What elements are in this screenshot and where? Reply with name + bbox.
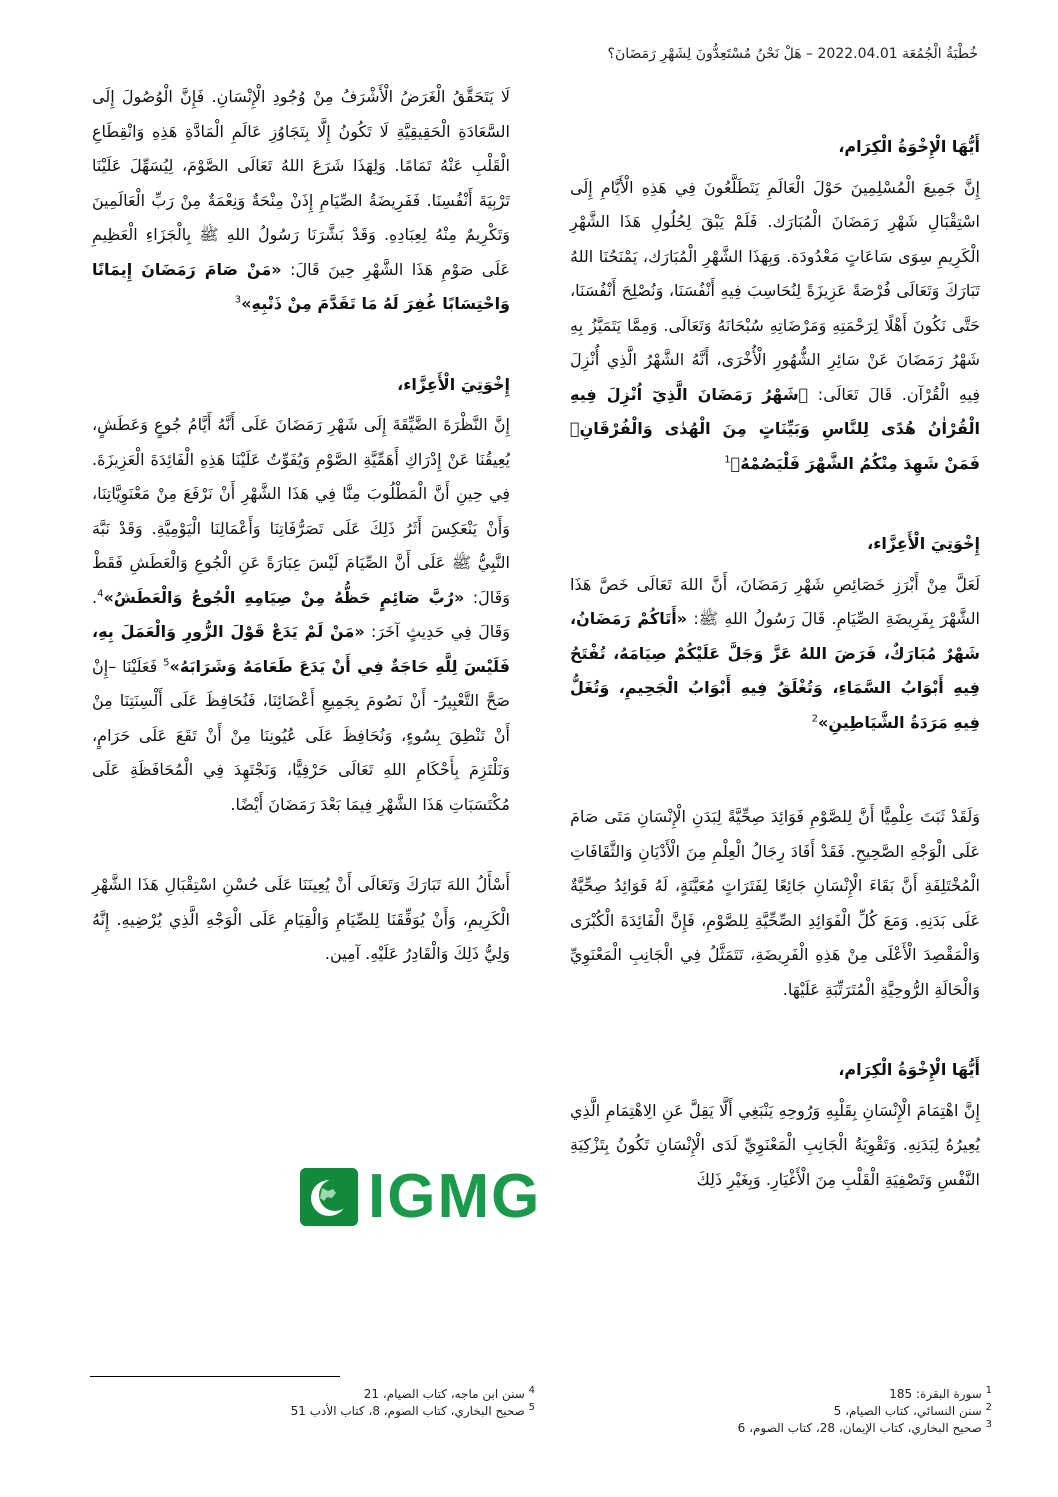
hadith-quote: «رُبَّ صَائِمٍ حَظُّهُ مِنْ صِيَامِهِ الْجُوعُ وَالْعَطَشُ» bbox=[103, 587, 465, 607]
body-text: لَا يَتَحَقَّقُ الْغَرَضُ الْأَشْرَفُ مِنْ وُجُودِ الْإِنْسَانِ. فَإِنَّ الْوُصُولَ إِلَى السَّعَادَةِ الْحَقِيقِيَّةِ لَا تَكُونُ إِلَّا بِتَجَاوُزِ عَالَمِ الْمَادَّةِ هَذِهِ وَانْقِطَاعِ الْقَلْبِ عَنْهُ تَمَامًا. وَلِهَذَا شَرَعَ اللهُ تَعَالَى الصَّوْمَ، لِيُسَهِّلَ عَلَيْنَا تَرْبِيَةَ أَنْفُسِنَا. فَفَرِيضَةُ الصِّيَامِ إِذَنْ مِنْحَةٌ وَنِعْمَةٌ مِنْ رَبِّ الْعَالَمِينَ وَتَكْرِيمٌ مِنْهُ لِعِبَادِهِ. وَقَدْ بَشَّرَنَا رَسُولُ اللهِ ﷺ بِالْجَزَاءِ الْعَظِيمِ عَلَى صَوْمِ هَذَا الشَّهْرِ حِينَ قَالَ: bbox=[92, 87, 510, 279]
footnote: $^1$ سورة البقرة: 185 bbox=[889, 1385, 992, 1401]
paragraph bbox=[570, 568, 980, 741]
logo-text: IGMG bbox=[368, 1162, 542, 1231]
footnote-ref: 1 bbox=[724, 454, 731, 466]
quran-quote: ﴿شَهْرُ رَمَضَانَ الَّذِيٓ اُنْزِلَ فِيهِ الْقُرْاٰنُ هُدًى لِلنَّاسِ وَبَيِّنَاتٍ مِنَ الْهُدٰى وَالْفُرْقَانِۚ فَمَنْ شَهِدَ مِنْكُمُ الشَّهْرَ فَلْيَصُمْهُ﴾ bbox=[570, 384, 980, 473]
body-text: لَعَلَّ مِنْ أَبْرَزِ خَصَائِصِ شَهْرِ رَمَضَانَ، أَنَّ اللهَ تَعَالَى خَصَّ هَذَا الشَّهْرَ بِفَرِيضَةِ الصِّيَامِ. قَالَ رَسُولُ اللهِ ﷺ: bbox=[570, 574, 980, 628]
paragraph: أَسْأَلُ اللهَ تَبَارَكَ وَتَعَالَى أَنْ يُعِينَنَا عَلَى حُسْنِ اسْتِقْبَالِ هَذَا الشَّهْرِ الْكَرِيمِ، وَأَنْ يُوَفِّقَنَا لِلصِّيَامِ وَالْقِيَامِ عَلَى الْوَجْهِ الَّذِي يُرْضِيهِ. إِنَّهُ وَلِيُّ ذَلِكَ وَالْقَادِرُ عَلَيْهِ. آمِين. bbox=[92, 875, 510, 963]
body-text: إِنَّ النَّظْرَةَ الضَّيِّقَةَ إِلَى شَهْرِ رَمَضَانَ عَلَى أَنَّهُ أَيَّامُ جُوعٍ وَعَطَشٍ، يُعِيقُنَا عَنْ إِدْرَاكِ أَهَمِّيَّةِ الصَّوْمِ وَيُفَوِّتُ عَلَيْنَا هَذِهِ الْفَائِدَةَ الْعَزِيزَةَ. فِي حِينِ أَنَّ الْمَطْلُوبَ مِنَّا فِي هَذَا الشَّهْرِ أَنْ نَرْفَعَ مِنْ مَعْنَوِيَّاتِنَا، وَأَنْ يَنْعَكِسَ أَثَرُ ذَلِكَ عَلَى تَصَرُّفَاتِنَا وَأَعْمَالِنَا الْيَوْمِيَّةِ. وَقَدْ نَبَّهَ النَّبِيُّ ﷺ عَلَى أَنَّ الصِّيَامَ لَيْسَ عِبَارَةً عَنِ الْجُوعِ وَالْعَطَشِ فَقَطْ وَقَالَ: bbox=[92, 415, 511, 607]
footnote: $^5$ صحيح البخاري، كتاب الصوم، 8، كتاب الأدب 51 bbox=[290, 1402, 535, 1418]
left-column bbox=[92, 80, 510, 1018]
paragraph bbox=[92, 408, 510, 822]
body-text: . وَقَالَ فِي حَدِيثٍ آخَرَ: bbox=[92, 587, 510, 641]
hadith-quote: «مَنْ لَمْ يَدَعْ قَوْلَ الزُّورِ وَالْعَمَلَ بِهِ، فَلَيْسَ لِلَّهِ حَاجَةٌ فِي أَنْ يَدَعَ طَعَامَهُ وَشَرَابَهُ» bbox=[92, 622, 510, 676]
footnote-ref: 4 bbox=[97, 588, 104, 600]
hadith-quote: «أَتَاكُمْ رَمَضَانُ، شَهْرٌ مُبَارَكٌ، فَرَضَ اللهُ عَزَّ وَجَلَّ عَلَيْكُمْ صِيَامَهُ، تُفْتَحُ فِيهِ أَبْوَابُ السَّمَاءِ، وَتُغْلَقُ فِيهِ أَبْوَابُ الْجَحِيمِ، وَتُغَلُّ فِيهِ مَرَدَةُ الشَّيَاطِينِ» bbox=[570, 609, 980, 732]
footnotes-left bbox=[245, 1386, 535, 1420]
footnotes-right bbox=[572, 1386, 992, 1437]
footnote-ref: 5 bbox=[163, 657, 170, 669]
footnote: $^4$ سنن ابن ماجه، كتاب الصيام، 21 bbox=[363, 1385, 535, 1401]
section-heading: أَيُّهَا الْإِخْوَةُ الْكِرَام، bbox=[838, 137, 980, 156]
section-heading: إِخْوَتِيَ الْأَعِزَّاء، bbox=[867, 534, 980, 553]
paragraph: وَلَقَدْ ثَبَتَ عِلْمِيًّا أَنَّ لِلصَّوْمِ فَوَائِدَ صِحِّيَّةً لِبَدَنِ الْإِنْسَانِ مَتَى صَامَ عَلَى الْوَجْهِ الصَّحِيحِ. فَقَدْ أَفَادَ رِجَالُ الْعِلْمِ مِنَ الْأَدْيَانِ وَالثَّقَافَاتِ الْمُخْتَلِفَةِ أَنَّ بَقَاءَ الْإِنْسَانِ جَائِعًا لِفَتَرَاتٍ مُعَيَّنَةٍ، لَهُ فَوَائِدُ صِحِّيَّةٌ عَلَى بَدَنِهِ. وَمَعَ كُلِّ الْفَوَائِدِ الصِّحِّيَّةِ لِلصَّوْمِ، فَإِنَّ الْفَائِدَةَ الْكُبْرَى وَالْمَقْصِدَ الْأَعْلَى مِنْ هَذِهِ الْفَرِيضَةِ، تَتَمَثَّلُ فِي الْجَانِبِ الْمَعْنَوِيِّ وَالْحَالَةِ الرُّوحِيَّةِ الْمُتَرَتِّبَةِ عَلَيْهَا. bbox=[570, 807, 980, 999]
section-heading: إِخْوَتِيَ الْأَعِزَّاء، bbox=[397, 374, 510, 394]
footnote-ref: 3 bbox=[234, 294, 242, 306]
right-column bbox=[570, 130, 980, 1243]
section-heading: أَيُّهَا الْإِخْوَةُ الْكِرَام، bbox=[838, 1060, 980, 1079]
igmg-logo bbox=[300, 1162, 542, 1231]
globe-icon bbox=[300, 1168, 358, 1226]
footnote: $^2$ سنن النسائي، كتاب الصيام، 5 bbox=[833, 1402, 992, 1418]
footnote: $^3$ صحيح البخاري، كتاب الإيمان، 28، كتاب الصوم، 6 bbox=[737, 1419, 992, 1435]
hadith-quote: «مَنْ صَامَ رَمَضَانَ إِيمَانًا وَاحْتِسَابًا غُفِرَ لَهُ مَا تَقَدَّمَ مِنْ ذَنْبِهِ» bbox=[92, 259, 510, 313]
paragraph bbox=[92, 80, 510, 322]
footnote-ref: 2 bbox=[811, 713, 818, 725]
body-text: إِنَّ جَمِيعَ الْمُسْلِمِينَ حَوْلَ الْعَالَمِ يَتَطَلَّعُونَ فِي هَذِهِ الْأَيَّامِ إِلَى اسْتِقْبَالِ شَهْرِ رَمَضَانَ الْمُبَارَك. فَلَمْ يَبْقَ لِحُلُولِ هَذَا الشَّهْرِ الْكَرِيمِ سِوَى سَاعَاتٍ مَعْدُودَة. وَبِهَذَا الشَّهْرِ الْمُبَارَك، يَمْنَحُنَا اللهُ تَبَارَكَ وَتَعَالَى فُرْصَةً عَزِيزَةً لِنُحَاسِبَ فِيهِ أَنْفُسَنَا، وَنُصْلِحَ أَنْفُسَنَا، حَتَّى نَكُونَ أَهْلًا لِرَحْمَتِهِ وَمَرْضَاتِهِ سُبْحَانَهُ وَتَعَالَى. وَمِمَّا يَتَمَيَّزُ بِهِ شَهْرُ رَمَضَانَ عَنْ سَائِرِ الشُّهُورِ الْأُخْرَى، أَنَّهُ الشَّهْرُ الَّذِي أُنْزِلَ فِيهِ الْقُرْآن. قَالَ تَعَالَى: bbox=[570, 177, 980, 404]
paragraph: إِنَّ اهْتِمَامَ الْإِنْسَانِ بِقَلْبِهِ وَرُوحِهِ يَنْبَغِي أَلَّا يَقِلَّ عَنِ الِاهْتِمَامِ الَّذِي يُعِيرُهُ لِبَدَنِهِ. وَتَقْوِيَةُ الْجَانِبِ الْمَعْنَوِيِّ لَدَى الْإِنْسَانِ تَكُونُ بِتَزْكِيَةِ النَّفْسِ وَتَصْفِيَةِ الْقَلْبِ مِنَ الْأَغْيَارِ. وَبِغَيْرِ ذَلِكَ bbox=[570, 1100, 980, 1189]
footnote-divider bbox=[90, 1376, 340, 1377]
body-text: فَعَلَيْنَا –إِنْ صَحَّ التَّعْبِيرُ- أَنْ نَصُومَ بِجَمِيعِ أَعْضَائِنَا، فَنُحَافِظَ عَلَى أَلْسِنَتِنَا مِنْ أَنْ تَنْطِقَ بِسُوءٍ، وَنُحَافِظَ عَلَى عُيُونِنَا مِنْ أَنْ تَقَعَ عَلَى حَرَامٍ، وَنَلْتَزِمَ بِأَحْكَامِ اللهِ تَعَالَى حَرْفِيًّا، وَنَجْتَهِدَ فِي الْمُحَافَظَةِ عَلَى مُكْتَسَبَاتِ هَذَا الشَّهْرِ فِيمَا بَعْدَ رَمَضَانَ أَيْضًا. bbox=[92, 656, 510, 814]
paragraph bbox=[570, 171, 980, 482]
page-header: خُطْبَةُ الْجُمُعَة 2022.04.01 – هَلْ نَحْنُ مُسْتَعِدُّونَ لِشَهْرِ رَمَضَانَ؟ bbox=[607, 46, 978, 62]
